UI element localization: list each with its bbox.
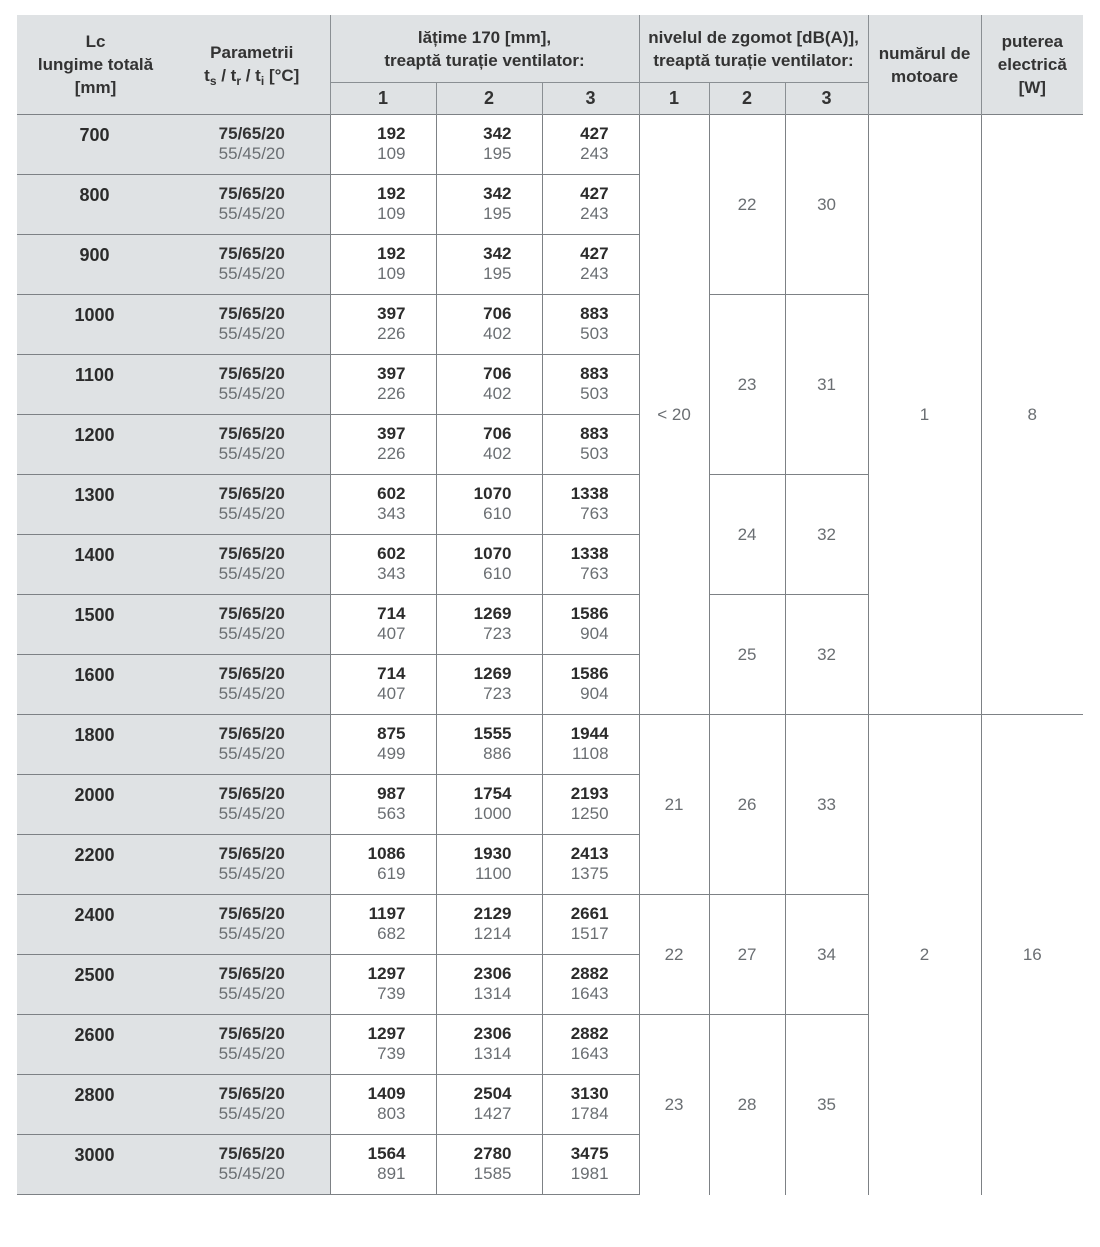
power-speed-3-cell [542,1135,639,1195]
power-value-secondary: 343 [377,564,406,583]
power-value-primary: 875 [377,724,406,743]
parameters-cell [174,775,330,835]
power-speed-2-cell [436,715,542,775]
power-value-secondary: 1250 [570,804,609,823]
power-speed-1-cell [330,655,436,715]
power-value-primary: 1409 [367,1084,406,1103]
power-value-secondary: 739 [377,1044,406,1063]
header-power-line1: puterea [1001,32,1063,51]
parameters-secondary: 55/45/20 [218,804,285,823]
heater-spec-table-wrap [17,15,1083,1195]
power-value-secondary: 1981 [570,1164,609,1183]
power-speed-2-cell [436,1135,542,1195]
power-value-secondary: 503 [580,444,609,463]
power-value-secondary: 904 [580,624,609,643]
power-value-primary: 1338 [570,544,609,563]
power-value-primary: 2661 [570,904,609,923]
power-speed-1-cell [330,115,436,175]
parameters-secondary: 55/45/20 [218,924,285,943]
power-speed-3-cell [542,295,639,355]
parameters-primary: 75/65/20 [218,784,285,803]
power-value-secondary: 109 [377,204,406,223]
power-value-secondary: 1784 [570,1104,609,1123]
power-value-secondary: 891 [377,1164,406,1183]
power-speed-1-cell [330,295,436,355]
power-value-secondary: 1643 [570,1044,609,1063]
power-value-primary: 427 [580,184,609,203]
parameters-secondary: 55/45/20 [218,264,285,283]
power-speed-1-cell [330,1135,436,1195]
noise-speed-1-cell: 23 [639,1015,709,1195]
power-speed-2-cell [436,295,542,355]
power-value-primary: 1930 [473,844,512,863]
length-cell: 1100 [17,355,174,415]
power-value-primary: 2306 [473,964,512,983]
power-value-secondary: 243 [580,144,609,163]
power-speed-2-cell [436,175,542,235]
parameters-cell [174,955,330,1015]
heater-spec-table [17,15,1083,1195]
length-cell: 1300 [17,475,174,535]
parameters-primary: 75/65/20 [218,304,285,323]
header-power-line3: [W] [1018,78,1046,97]
power-value-secondary: 226 [377,324,406,343]
power-value-secondary: 407 [377,624,406,643]
power-value-primary: 1586 [570,604,609,623]
parameters-secondary: 55/45/20 [218,1104,285,1123]
power-value-secondary: 499 [377,744,406,763]
power-value-primary: 1555 [473,724,512,743]
power-value-primary: 1564 [367,1144,406,1163]
power-value-primary: 987 [377,784,406,803]
parameters-secondary: 55/45/20 [218,144,285,163]
power-value-primary: 1070 [473,484,512,503]
length-cell: 1500 [17,595,174,655]
power-speed-3-cell [542,1015,639,1075]
power-value-primary: 2413 [570,844,609,863]
power-value-secondary: 886 [483,744,512,763]
noise-speed-2-cell: 24 [709,475,785,595]
length-cell: 900 [17,235,174,295]
header-lc-line1: Lc [85,32,106,51]
parameters-secondary: 55/45/20 [218,744,285,763]
header-width-speed-2: 2 [436,83,542,115]
noise-speed-1-cell: 22 [639,895,709,1015]
length-cell: 1600 [17,655,174,715]
parameters-cell [174,415,330,475]
power-value-primary: 342 [483,184,512,203]
power-value-primary: 706 [483,304,512,323]
power-value-primary: 706 [483,364,512,383]
power-value-secondary: 1314 [473,1044,512,1063]
power-speed-3-cell [542,955,639,1015]
noise-speed-2-cell: 28 [709,1015,785,1195]
power-value-primary: 1338 [570,484,609,503]
header-noise-group [639,15,868,83]
power-value-primary: 397 [377,364,406,383]
header-motors-line2: motoare [890,66,959,86]
power-value-secondary: 503 [580,324,609,343]
power-value-secondary: 1100 [474,864,512,883]
power-value-primary: 397 [377,424,406,443]
table-body [17,115,1083,1195]
power-value-primary: 602 [377,484,406,503]
power-value-secondary: 402 [483,444,512,463]
parameters-secondary: 55/45/20 [218,204,285,223]
power-value-primary: 192 [377,184,406,203]
length-cell: 800 [17,175,174,235]
power-value-secondary: 1427 [473,1104,512,1123]
power-value-primary: 1586 [570,664,609,683]
power-speed-2-cell [436,355,542,415]
power-speed-3-cell [542,775,639,835]
parameters-secondary: 55/45/20 [218,1044,285,1063]
parameters-secondary: 55/45/20 [218,564,285,583]
parameters-secondary: 55/45/20 [218,684,285,703]
power-speed-1-cell [330,235,436,295]
power-value-secondary: 109 [377,264,406,283]
noise-speed-2-cell: 27 [709,895,785,1015]
parameters-cell [174,1015,330,1075]
parameters-secondary: 55/45/20 [218,1164,285,1183]
noise-speed-3-cell: 31 [785,295,868,475]
power-speed-2-cell [436,235,542,295]
power-value-primary: 2504 [473,1084,512,1103]
power-value-primary: 342 [483,244,512,263]
power-speed-2-cell [436,1075,542,1135]
parameters-primary: 75/65/20 [218,964,285,983]
header-parameters [174,15,330,115]
power-value-primary: 192 [377,244,406,263]
power-value-primary: 342 [483,124,512,143]
power-value-primary: 1070 [473,544,512,563]
power-value-secondary: 503 [580,384,609,403]
noise-speed-3-cell: 30 [785,115,868,295]
length-cell: 2200 [17,835,174,895]
power-value-primary: 192 [377,124,406,143]
power-speed-1-cell [330,175,436,235]
power-value-secondary: 1000 [473,804,512,823]
power-speed-2-cell [436,835,542,895]
parameters-secondary: 55/45/20 [218,984,285,1003]
power-speed-3-cell [542,535,639,595]
power-value-secondary: 243 [580,264,609,283]
header-power-line2: electrică [997,55,1067,74]
parameters-primary: 75/65/20 [218,1024,285,1043]
power-value-primary: 883 [580,424,609,443]
parameters-primary: 75/65/20 [218,844,285,863]
power-speed-3-cell [542,415,639,475]
power-value-primary: 427 [580,124,609,143]
length-cell: 1200 [17,415,174,475]
power-speed-3-cell [542,895,639,955]
power-speed-2-cell [436,115,542,175]
power-speed-1-cell [330,595,436,655]
power-value-secondary: 739 [377,984,406,1003]
power-value-secondary: 226 [377,444,406,463]
power-speed-2-cell [436,775,542,835]
power-value-primary: 1197 [368,904,406,923]
length-cell: 1800 [17,715,174,775]
power-speed-3-cell [542,355,639,415]
power-value-secondary: 1585 [473,1164,512,1183]
power-value-secondary: 1108 [571,744,609,763]
parameters-secondary: 55/45/20 [218,504,285,523]
parameters-cell [174,295,330,355]
power-value-primary: 714 [377,664,406,683]
power-speed-3-cell [542,1075,639,1135]
header-parameters-title: Parametrii [210,42,294,62]
header-motors-line1: numărul de [878,43,971,63]
power-speed-2-cell [436,655,542,715]
header-width-line2: treaptă turație ventilator: [384,50,585,70]
header-power [981,15,1083,115]
power-value-secondary: 610 [483,504,512,523]
power-value-secondary: 195 [483,204,512,223]
parameters-primary: 75/65/20 [218,244,285,263]
power-speed-3-cell [542,115,639,175]
header-noise-line2: treaptă turație ventilator: [653,50,854,70]
length-cell: 3000 [17,1135,174,1195]
power-value-secondary: 610 [483,564,512,583]
noise-speed-3-cell: 35 [785,1015,868,1195]
power-value-secondary: 723 [483,624,512,643]
power-value-primary: 2129 [473,904,512,923]
length-cell: 2400 [17,895,174,955]
length-cell: 2600 [17,1015,174,1075]
electric-power-cell: 16 [981,715,1083,1195]
noise-speed-1-cell: 21 [639,715,709,895]
power-value-secondary: 563 [377,804,406,823]
power-value-secondary: 1517 [570,924,609,943]
noise-speed-2-cell: 22 [709,115,785,295]
parameters-primary: 75/65/20 [218,664,285,683]
power-speed-2-cell [436,475,542,535]
power-value-secondary: 763 [580,504,609,523]
header-width-speed-1: 1 [330,83,436,115]
parameters-secondary: 55/45/20 [218,324,285,343]
power-speed-3-cell [542,475,639,535]
power-value-primary: 1297 [367,1024,406,1043]
parameters-cell [174,1075,330,1135]
power-speed-1-cell [330,475,436,535]
power-value-secondary: 195 [483,264,512,283]
power-value-primary: 706 [483,424,512,443]
power-speed-2-cell [436,535,542,595]
power-speed-3-cell [542,715,639,775]
power-speed-1-cell [330,895,436,955]
parameters-cell [174,235,330,295]
parameters-secondary: 55/45/20 [218,864,285,883]
power-value-secondary: 109 [377,144,406,163]
noise-speed-1-cell: < 20 [639,115,709,715]
power-value-secondary: 226 [377,384,406,403]
power-value-primary: 3130 [570,1084,609,1103]
power-speed-3-cell [542,235,639,295]
power-value-primary: 883 [580,364,609,383]
power-speed-3-cell [542,175,639,235]
parameters-cell [174,835,330,895]
power-value-primary: 602 [377,544,406,563]
power-speed-1-cell [330,415,436,475]
power-value-secondary: 243 [580,204,609,223]
parameters-primary: 75/65/20 [218,424,285,443]
length-cell: 1400 [17,535,174,595]
parameters-cell [174,115,330,175]
parameters-cell [174,655,330,715]
header-noise-speed-2: 2 [709,83,785,115]
power-value-primary: 1297 [367,964,406,983]
noise-speed-2-cell: 26 [709,715,785,895]
power-value-secondary: 1375 [570,864,609,883]
header-noise-speed-3: 3 [785,83,868,115]
power-value-primary: 1754 [473,784,512,803]
power-value-primary: 1269 [473,604,512,623]
header-lc-line3: [mm] [74,78,117,97]
length-cell: 1000 [17,295,174,355]
power-value-primary: 1269 [473,664,512,683]
power-value-secondary: 402 [483,324,512,343]
length-cell: 2800 [17,1075,174,1135]
noise-speed-2-cell: 23 [709,295,785,475]
parameters-cell [174,715,330,775]
power-value-secondary: 195 [483,144,512,163]
length-cell: 700 [17,115,174,175]
parameters-primary: 75/65/20 [218,724,285,743]
parameters-primary: 75/65/20 [218,1084,285,1103]
power-speed-2-cell [436,595,542,655]
power-value-secondary: 1214 [473,924,512,943]
power-speed-1-cell [330,775,436,835]
parameters-cell [174,535,330,595]
noise-speed-3-cell: 33 [785,715,868,895]
power-speed-1-cell [330,535,436,595]
power-value-secondary: 904 [580,684,609,703]
length-cell: 2000 [17,775,174,835]
header-motors [868,15,981,115]
parameters-primary: 75/65/20 [218,544,285,563]
header-width-speed-3: 3 [542,83,639,115]
power-value-secondary: 343 [377,504,406,523]
power-speed-2-cell [436,1015,542,1075]
power-value-secondary: 803 [377,1104,406,1123]
header-lc [17,15,174,115]
parameters-primary: 75/65/20 [218,904,285,923]
header-parameters-symbols: $t_s / t_r / t_i$ [°C] [204,65,300,88]
parameters-secondary: 55/45/20 [218,384,285,403]
power-speed-2-cell [436,895,542,955]
power-value-primary: 883 [580,304,609,323]
header-noise-line1: nivelul de zgomot [dB(A)], [648,27,859,47]
noise-speed-3-cell: 34 [785,895,868,1015]
noise-speed-3-cell: 32 [785,475,868,595]
table-row [17,115,1083,175]
power-value-secondary: 402 [483,384,512,403]
power-value-primary: 2882 [570,964,609,983]
power-speed-1-cell [330,355,436,415]
parameters-secondary: 55/45/20 [218,624,285,643]
parameters-cell [174,355,330,415]
power-speed-2-cell [436,955,542,1015]
power-speed-3-cell [542,835,639,895]
power-value-primary: 2306 [473,1024,512,1043]
power-speed-1-cell [330,1075,436,1135]
table-row [17,715,1083,775]
power-value-secondary: 723 [483,684,512,703]
motors-cell: 1 [868,115,981,715]
header-width-line1: lățime 170 [mm], [417,27,552,47]
length-cell: 2500 [17,955,174,1015]
noise-speed-2-cell: 25 [709,595,785,715]
parameters-secondary: 55/45/20 [218,444,285,463]
power-value-primary: 2780 [473,1144,512,1163]
parameters-cell [174,1135,330,1195]
power-value-secondary: 1643 [570,984,609,1003]
power-value-primary: 714 [377,604,406,623]
power-value-primary: 2882 [570,1024,609,1043]
power-speed-3-cell [542,595,639,655]
header-noise-speed-1: 1 [639,83,709,115]
parameters-primary: 75/65/20 [218,124,285,143]
header-lc-line2: lungime totală [37,55,154,74]
power-value-primary: 1944 [570,724,609,743]
power-value-secondary: 619 [377,864,406,883]
parameters-cell [174,175,330,235]
parameters-primary: 75/65/20 [218,484,285,503]
power-value-secondary: 682 [377,924,406,943]
power-speed-1-cell [330,955,436,1015]
parameters-primary: 75/65/20 [218,364,285,383]
power-value-primary: 397 [377,304,406,323]
power-speed-1-cell [330,835,436,895]
power-value-primary: 3475 [570,1144,609,1163]
motors-cell: 2 [868,715,981,1195]
power-speed-1-cell [330,715,436,775]
power-value-primary: 2193 [570,784,609,803]
parameters-primary: 75/65/20 [218,1144,285,1163]
parameters-primary: 75/65/20 [218,604,285,623]
power-value-primary: 1086 [367,844,406,863]
power-value-secondary: 1314 [473,984,512,1003]
parameters-primary: 75/65/20 [218,184,285,203]
power-speed-3-cell [542,655,639,715]
power-speed-2-cell [436,415,542,475]
parameters-cell [174,595,330,655]
power-value-secondary: 407 [377,684,406,703]
header-width-group [330,15,639,83]
parameters-cell [174,895,330,955]
noise-speed-3-cell: 32 [785,595,868,715]
power-speed-1-cell [330,1015,436,1075]
parameters-cell [174,475,330,535]
electric-power-cell: 8 [981,115,1083,715]
power-value-primary: 427 [580,244,609,263]
power-value-secondary: 763 [580,564,609,583]
